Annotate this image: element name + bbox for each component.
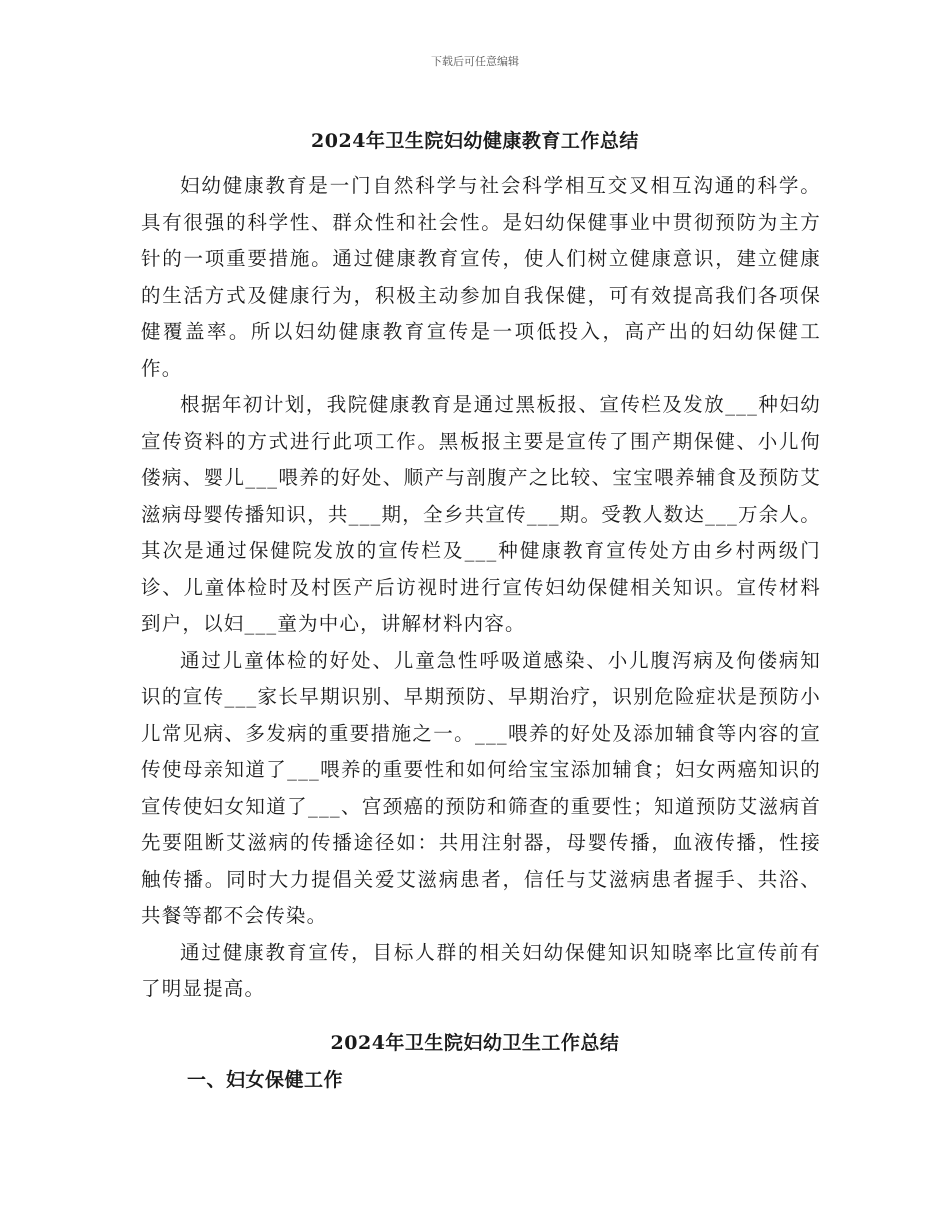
- paragraph: 根据年初计划，我院健康教育是通过黑板报、宣传栏及发放___种妇幼宣传资料的方式进行此项工作。黑板报主要是宣传了围产期保健、小儿佝偻病、婴儿___喂养的好处、顺产与剖腹产之比较、宝宝喂养辅食及预防艾滋病母婴传播知识，共___期，全乡共宣传___期。受教人数达___万余人。其次是通过保健院发放的宣传栏及___种健康教育宣传处方由乡村两级门诊、儿童体检时及村医产后访视时进行宣传妇幼保健相关知识。宣传材料到户，以妇___童为中心，讲解材料内容。: [141, 393, 821, 635]
- paragraph: 妇幼健康教育是一门自然科学与社会科学相互交叉相互沟通的科学。具有很强的科学性、群众性和社会性。是妇幼保健事业中贯彻预防为主方针的一项重要措施。通过健康教育宣传，使人们树立健康意识，建立健康的生活方式及健康行为，积极主动参加自我保健，可有效提高我们各项保健覆盖率。所以妇幼健康教育宣传是一项低投入，高产出的妇幼保健工作。: [141, 174, 821, 380]
- document-title: 2024年卫生院妇幼健康教育工作总结: [311, 130, 639, 152]
- second-title: 2024年卫生院妇幼卫生工作总结: [330, 1032, 620, 1054]
- paragraph: 通过健康教育宣传，目标人群的相关妇幼保健知识知晓率比宣传前有了明显提高。: [141, 940, 821, 1000]
- body-text: [141, 168, 821, 1008]
- section-heading: 一、妇女保健工作: [187, 1069, 344, 1091]
- header-note: 下载后可任意编辑: [431, 55, 519, 68]
- paragraph: 通过儿童体检的好处、儿童急性呼吸道感染、小儿腹泻病及佝偻病知识的宣传___家长早期识别、早期预防、早期治疗，识别危险症状是预防小儿常见病、多发病的重要措施之一。___喂养的好处及添加辅食等内容的宣传使母亲知道了___喂养的重要性和如何给宝宝添加辅食；妇女两癌知识的宣传使妇女知道了___、宫颈癌的预防和筛查的重要性；知道预防艾滋病首先要阻断艾滋病的传播途径如：共用注射器，母婴传播，血液传播，性接触传播。同时大力提倡关爱艾滋病患者，信任与艾滋病患者握手、共浴、共餐等都不会传染。: [141, 648, 821, 927]
